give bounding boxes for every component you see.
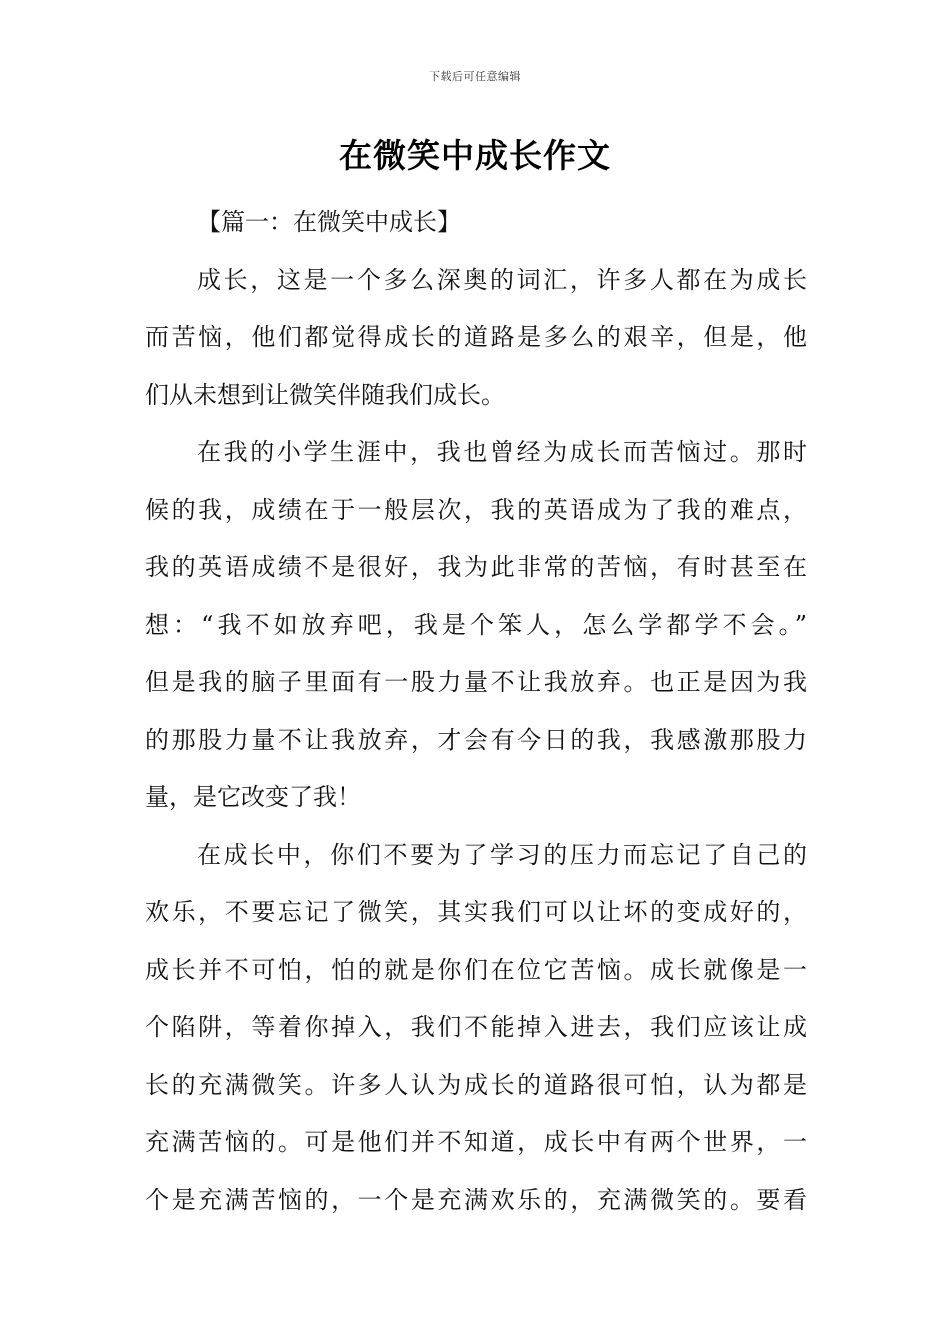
paragraph-line: 成长并不可怕，怕的就是你们在位它苦恼。成长就像是一 (145, 955, 807, 984)
paragraph-line: 成长，这是一个多么深奥的词汇，许多人都在为成长 (197, 265, 807, 294)
page-title: 在微笑中成长作文 (339, 136, 611, 175)
paragraph-line: 个陷阱，等着你掉入，我们不能掉入进去，我们应该让成 (145, 1013, 807, 1041)
paragraph-line: 量，是它改变了我！ (145, 783, 361, 811)
paragraph-line: 充满苦恼的。可是他们并不知道，成长中有两个世界，一 (145, 1128, 807, 1156)
paragraph-line: 在成长中，你们不要为了学习的压力而忘记了自己的 (197, 840, 807, 869)
section-heading: 【篇一：在微笑中成长】 (197, 208, 461, 236)
paragraph-1 (145, 252, 807, 425)
paragraph-line: 个是充满苦恼的，一个是充满欢乐的，充满微笑的。要看 (145, 1185, 807, 1214)
paragraph-line: 们从未想到让微笑伴随我们成长。 (145, 380, 505, 409)
paragraph-line: 而苦恼，他们都觉得成长的道路是多么的艰辛，但是，他 (145, 323, 807, 351)
header-note: 下载后可任意编辑 (429, 70, 521, 83)
paragraph-line: 长的充满微笑。许多人认为成长的道路很可怕，认为都是 (145, 1070, 807, 1099)
paragraph-2 (145, 424, 807, 827)
paragraph-line: 在我的小学生涯中，我也曾经为成长而苦恼过。那时 (197, 438, 807, 466)
paragraph-line: 候的我，成绩在于一般层次，我的英语成为了我的难点， (145, 495, 807, 524)
paragraph-line: 我的英语成绩不是很好，我为此非常的苦恼，有时甚至在 (145, 553, 807, 581)
paragraph-line: 想：“我不如放弃吧，我是个笨人，怎么学都学不会。” (145, 610, 807, 639)
paragraph-line: 的那股力量不让我放弃，才会有今日的我，我感激那股力 (145, 725, 807, 754)
paragraph-line: 欢乐，不要忘记了微笑，其实我们可以让坏的变成好的， (145, 898, 807, 926)
paragraph-3 (145, 827, 807, 1230)
document-body (145, 194, 807, 1229)
paragraph-line: 但是我的脑子里面有一股力量不让我放弃。也正是因为我 (145, 668, 807, 696)
